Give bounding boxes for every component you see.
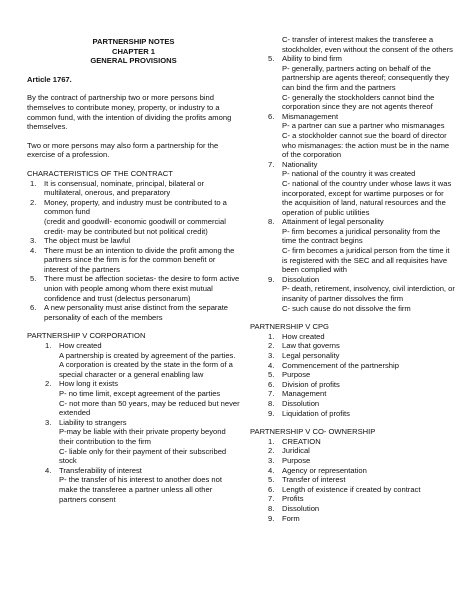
list-item-text: Juridical <box>282 446 310 456</box>
list-item-text: P- a partner can sue a partner who mismanages <box>282 121 445 131</box>
list-item <box>268 332 455 342</box>
list-number: 5. <box>268 475 275 485</box>
list-item <box>268 217 455 275</box>
article-paragraph-1: By the contract of partnership two or more persons bind themselves to contribute money, property, or industry to a common fund, with the intention of dividing the profits among themselves. <box>27 93 232 132</box>
list-number: 3. <box>30 236 37 246</box>
list-item-text: Legal personality <box>282 351 340 360</box>
list-item-text: P- death, retirement, insolvency, civil interdiction, or insanity of partner dissolves the firm <box>282 284 455 304</box>
list-number: 4. <box>30 245 37 255</box>
list-number: 8. <box>268 503 275 513</box>
section-heading: GENERAL PROVISIONS <box>90 56 177 66</box>
list-number: 6. <box>30 303 37 313</box>
list-number: 4. <box>268 465 275 475</box>
list-item-text: Division of profits <box>282 379 340 389</box>
list-number: 2. <box>45 379 52 389</box>
list-item <box>268 437 455 447</box>
list-item <box>268 494 455 504</box>
list-item-text: How long it exists <box>59 379 119 389</box>
list-item <box>268 351 455 361</box>
list-item-text: Length of existence if created by contract <box>282 484 421 494</box>
list-item <box>30 179 240 198</box>
list-item-text: Form <box>282 513 300 523</box>
list-item <box>30 303 240 322</box>
continuation-line: C- transfer of interest makes the transferee a stockholder, even without the consent of the others <box>282 35 453 54</box>
list-number: 1. <box>30 178 37 188</box>
list-item <box>268 446 455 456</box>
list-item-text: C- a stockholder cannot sue the board of director who mismanages: the action must be in the name of the corporation <box>282 130 450 160</box>
list-item-text: Attainment of legal personality <box>282 217 384 227</box>
list-item-text: How created <box>59 341 102 351</box>
list-item-text: C- generally the stockholders cannot bind the corporation since they are not agents thereof <box>282 92 435 112</box>
list-item-text: Transfer of interest <box>282 475 346 485</box>
list-item <box>268 370 455 380</box>
article-heading: Article 1767. <box>27 74 72 84</box>
list-item-text: Mismanagement <box>282 111 339 121</box>
list-item <box>268 341 455 351</box>
list-item-text: (credit and goodwill- economic goodwill or commercial credit- may be contributed but not political credit) <box>44 216 226 236</box>
list-item-text: P- national of the country it was created <box>282 169 416 179</box>
list-item-text: Law that governs <box>282 341 340 351</box>
characteristics-list <box>30 179 240 323</box>
list-item-text: Management <box>282 389 327 399</box>
list-item-text: The object must be lawful <box>44 236 131 246</box>
list-number: 5. <box>268 370 275 380</box>
list-number: 3. <box>268 455 275 465</box>
list-number: 1. <box>45 341 52 351</box>
list-number: 6. <box>268 111 275 121</box>
list-item-text: C- such cause do not dissolve the firm <box>282 303 411 313</box>
characteristics-heading: CHARACTERISTICS OF THE CONTRACT <box>27 168 173 178</box>
list-number: 3. <box>268 351 275 360</box>
list-item <box>45 466 240 504</box>
list-item-text: There must be an intention to divide the profit among the partners since the firm is for the common benefit or interest of the partners <box>44 245 235 274</box>
list-item-text: Commencement of the partnership <box>282 360 399 370</box>
left-column <box>27 0 240 504</box>
corporation-list <box>45 341 240 504</box>
list-item <box>30 236 240 246</box>
list-item <box>268 389 455 399</box>
list-item <box>268 54 455 112</box>
list-item <box>45 379 240 417</box>
list-item-text: P- firm becomes a juridical personality from the time the contract begins <box>282 226 441 246</box>
list-number: 5. <box>268 54 275 64</box>
list-item-text: C- not more than 50 years, may be reduced but never extended <box>59 398 240 418</box>
list-item-text: Ability to bind firm <box>282 54 342 64</box>
list-item-text: Agency or representation <box>282 465 367 475</box>
list-item-text: P- generally, partners acting on behalf of the partnership are agents thereof; consequently they can bind the firm and the partners <box>282 63 450 92</box>
coownership-heading: PARTNERSHIP V CO- OWNERSHIP <box>250 427 376 437</box>
list-item-text: CREATION <box>282 436 321 446</box>
list-number: 7. <box>268 159 275 169</box>
list-item <box>45 418 240 466</box>
list-item <box>268 466 455 476</box>
list-item-text: Dissolution <box>282 274 320 284</box>
list-number: 5. <box>30 274 37 284</box>
cpg-list <box>268 332 455 418</box>
doc-title: PARTNERSHIP NOTES <box>92 37 175 46</box>
list-item <box>268 361 455 371</box>
list-item <box>268 504 455 514</box>
list-item-text: A partnership is created by agreement of the parties. <box>59 350 236 360</box>
list-item <box>45 341 240 379</box>
list-item <box>30 246 240 275</box>
list-item-text: Profits <box>282 494 304 504</box>
list-item-text: Dissolution <box>282 503 320 513</box>
list-item <box>268 380 455 390</box>
list-item <box>30 198 240 236</box>
list-number: 6. <box>268 379 275 389</box>
list-item <box>268 275 455 313</box>
list-number: 2. <box>268 446 275 456</box>
list-number: 4. <box>268 360 275 370</box>
list-number: 7. <box>268 494 275 504</box>
cpg-heading: PARTNERSHIP V CPG <box>250 322 329 332</box>
list-item-text: C- liable only for their payment of their subscribed stock <box>59 446 227 466</box>
list-item <box>268 485 455 495</box>
list-number: 8. <box>268 398 275 408</box>
list-item <box>268 160 455 218</box>
list-item-text: Dissolution <box>282 398 320 408</box>
list-item-text: Transferability of interest <box>59 465 142 475</box>
list-number: 9. <box>268 513 275 523</box>
list-item-text: A new personality must arise distinct from the separate personality of each of the members <box>44 303 229 322</box>
list-item <box>268 112 455 160</box>
chapter-label: CHAPTER 1 <box>111 46 156 56</box>
list-item-text: P-may be liable with their private property beyond their contribution to the firm <box>59 427 226 446</box>
list-item-text: P- no time limit, except agreement of the parties <box>59 389 221 398</box>
list-item-text: C- national of the country under whose laws it was incorporated, except for wartime purposes or for the acquisition of land, natural resources and the operation of public utilities <box>282 178 452 217</box>
corporation-list-continued <box>268 54 455 313</box>
list-item <box>268 475 455 485</box>
list-number: 1. <box>268 331 275 341</box>
list-item-text: Purpose <box>282 370 311 380</box>
list-item-text: Purpose <box>282 455 311 465</box>
list-number: 8. <box>268 217 275 227</box>
list-item-text: A corporation is created by the state in the form of a special character or a general enabling law <box>59 360 233 379</box>
list-number: 7. <box>268 389 275 399</box>
list-number: 2. <box>268 341 275 351</box>
article-paragraph-2: Two or more persons may also form a partnership for the exercise of a profession. <box>27 140 219 160</box>
list-item <box>268 514 455 524</box>
list-number: 6. <box>268 484 275 494</box>
list-number: 3. <box>45 417 52 427</box>
coownership-list <box>268 437 455 523</box>
list-item-text: How created <box>282 331 325 341</box>
list-number: 2. <box>30 197 37 207</box>
continuation-text <box>250 35 455 54</box>
list-item-text: Money, property, and industry must be contributed to a common fund <box>44 197 227 217</box>
list-item-text: Liquidation of profits <box>282 408 350 418</box>
list-item-text: Nationality <box>282 159 318 169</box>
list-item <box>268 399 455 409</box>
list-item-text: There must be affection societas- the desire to form active union with people among whom there exist mutual confidence and trust (delectus personarum) <box>44 274 240 303</box>
right-column <box>250 0 455 523</box>
list-item <box>268 409 455 419</box>
list-item-text: It is consensual, nominate, principal, bilateral or multilateral, onerous, and preparatory <box>44 178 204 198</box>
list-item-text: Liability to strangers <box>59 417 127 427</box>
list-number: 9. <box>268 274 275 284</box>
list-item-text: C- firm becomes a juridical person from the time it is registered with the SEC and all requisites have been complied with <box>282 246 450 275</box>
list-item <box>268 456 455 466</box>
corporation-heading: PARTNERSHIP V CORPORATION <box>27 331 146 341</box>
list-number: 1. <box>268 436 275 446</box>
list-item-text: P- the transfer of his interest to another does not make the transferee a partner unless all other partners consent <box>59 475 222 504</box>
list-item <box>30 274 240 303</box>
list-number: 4. <box>45 465 52 475</box>
list-number: 9. <box>268 408 275 418</box>
